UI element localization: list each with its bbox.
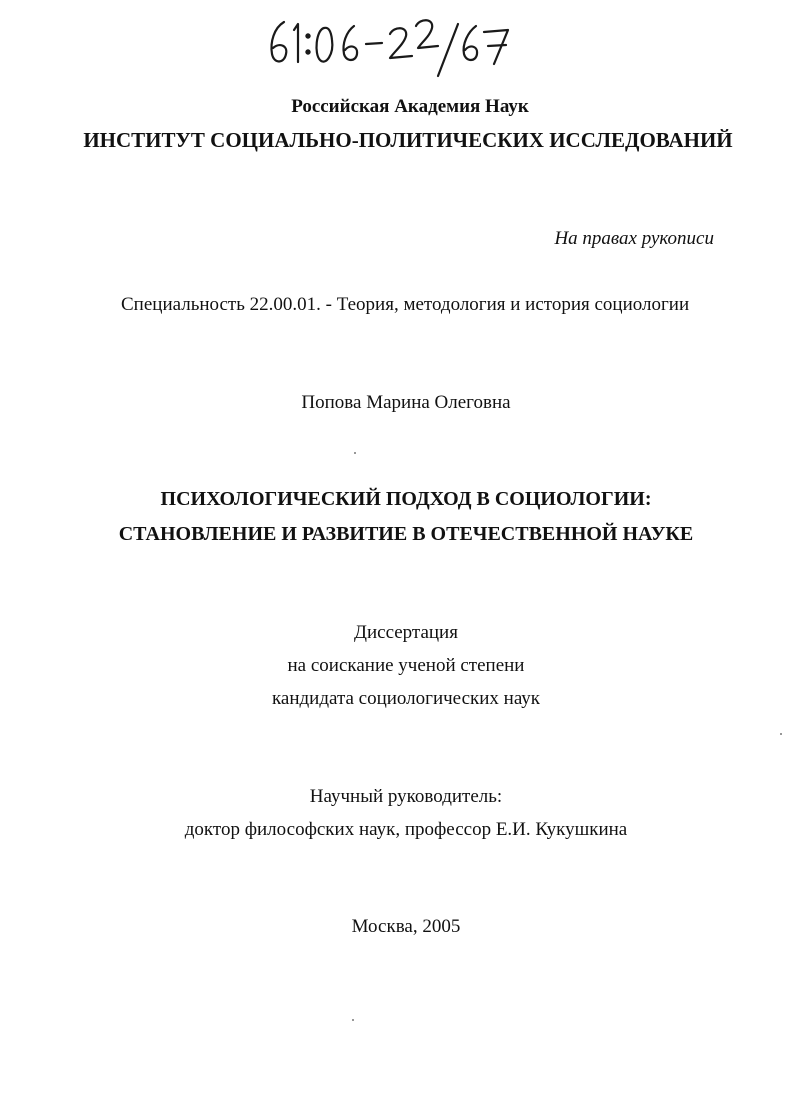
- title-line-1: ПСИХОЛОГИЧЕСКИЙ ПОДХОД В СОЦИОЛОГИИ:: [160, 488, 652, 510]
- scan-speck: [352, 1019, 354, 1021]
- scan-speck: [780, 733, 782, 735]
- handwritten-code-drawing: [262, 10, 522, 80]
- title-line-2: СТАНОВЛЕНИЕ И РАЗВИТИЕ В ОТЕЧЕСТВЕННОЙ НАУКЕ: [118, 523, 694, 545]
- author-name: Попова Марина Олеговна: [301, 392, 511, 413]
- academy-name: Российская Академия Наук: [291, 96, 529, 117]
- manuscript-note: На правах рукописи: [554, 228, 714, 249]
- dissertation-line-3: кандидата социологических наук: [271, 688, 541, 709]
- institute-name: ИНСТИТУТ СОЦИАЛЬНО-ПОЛИТИЧЕСКИХ ИССЛЕДОВАНИЙ: [83, 128, 733, 152]
- specialty-line: Специальность 22.00.01. - Теория, методология и история социологии: [121, 294, 690, 315]
- supervisor-name: доктор философских наук, профессор Е.И. Кукушкина: [184, 819, 628, 840]
- handwritten-archive-code: [262, 10, 522, 80]
- dissertation-line-2: на соискание ученой степени: [287, 655, 525, 676]
- city-year: Москва, 2005: [351, 916, 461, 937]
- dissertation-line-1: Диссертация: [354, 622, 458, 643]
- scan-speck: [354, 452, 356, 454]
- supervisor-label: Научный руководитель:: [309, 786, 503, 807]
